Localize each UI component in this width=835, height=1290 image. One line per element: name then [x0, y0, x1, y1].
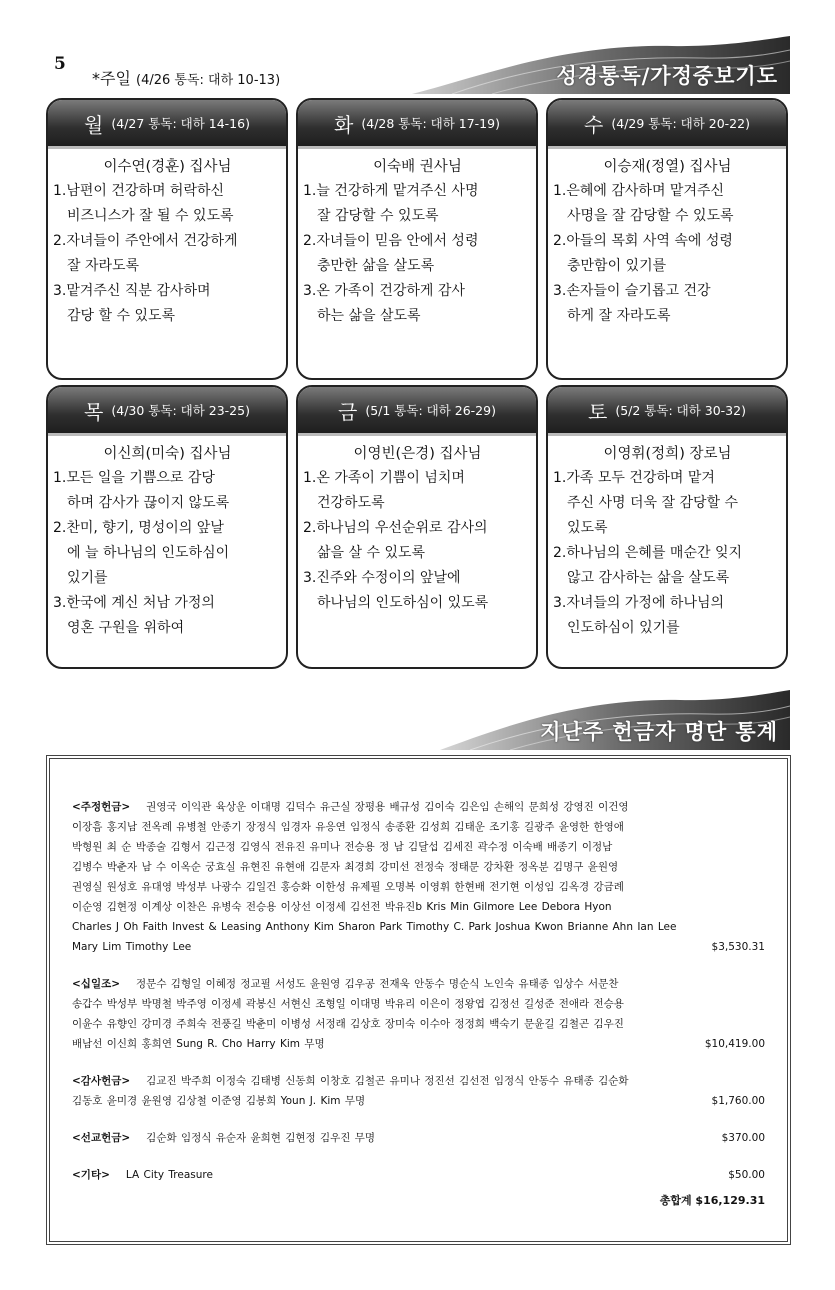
- offering-group-other: [72, 1165, 765, 1185]
- donor-names: 권영실 원성호 유대영 박성부 나광수 김일건 홍승화 이한성 유제필 오명복 이영휘 한현배 전기현 이성임 김옥경 강금례: [72, 881, 624, 893]
- offering-total: $370.00: [721, 1132, 765, 1144]
- prayer-card-thursday: [46, 385, 288, 669]
- card-reading: (4/30 통독: 대하 23-25): [111, 403, 250, 418]
- offering-total: $1,760.00: [711, 1095, 765, 1107]
- offering-label: <선교헌금>: [72, 1132, 131, 1144]
- card-header: [548, 387, 786, 433]
- sunday-reading-text: (4/26 통독: 대하 10-13): [136, 73, 281, 88]
- page-number: 5: [54, 54, 66, 74]
- prayer-item: 3.진주와 수정이의 앞날에 하나님의 인도하심이 있도록: [303, 570, 489, 611]
- prayer-card-monday: [46, 98, 288, 380]
- offering-statistics-box: [46, 755, 791, 1245]
- prayer-item: 3.손자들이 슬기롭고 건강 하게 잘 자라도록: [553, 283, 711, 324]
- offering-total: $50.00: [728, 1169, 765, 1181]
- donor-names: 배남선 이신희 홍희연 Sung R. Cho Harry Kim 무명: [72, 1038, 325, 1050]
- card-reading: (5/1 통독: 대하 26-29): [365, 403, 496, 418]
- prayer-item: 1.가족 모두 건강하며 맡겨 주신 사명 더욱 잘 감당할 수 있도록: [553, 470, 739, 536]
- prayer-item: 1.모든 일을 기쁨으로 감당 하며 감사가 끊이지 않도록: [53, 470, 230, 511]
- card-header: [48, 100, 286, 146]
- card-header: [298, 387, 536, 433]
- offering-label: <십일조>: [72, 978, 121, 990]
- card-header: [298, 100, 536, 146]
- sunday-reading: [92, 66, 280, 89]
- offering-group-weekly: [72, 797, 765, 957]
- banner-title-prayer: 성경통독/가정중보기도: [556, 63, 778, 88]
- card-day: 월: [84, 112, 104, 137]
- offering-label: <감사헌금>: [72, 1075, 131, 1087]
- donor-names: 권영국 이익관 육상운 이대명 김덕수 유근실 장평용 배규성 김이숙 김은임 손해익 문희성 강영진 이건영: [146, 801, 629, 813]
- card-reading: (4/28 통독: 대하 17-19): [361, 116, 500, 131]
- card-person-name: 이신희(미숙) 집사님: [103, 446, 232, 462]
- prayer-card-saturday: [546, 385, 788, 669]
- donor-names: Charles J Oh Faith Invest & Leasing Anthony Kim Sharon Park Timothy C. Park Joshua Kwon Brianne Ahn Ian Lee: [72, 921, 677, 933]
- donor-names: 박형원 최 순 박종술 김형서 김근정 김영식 전유진 유미나 전승용 정 남 김달섭 김세진 곽수정 이숙배 배종기 이정남: [72, 841, 613, 853]
- prayer-item: 1.남편이 건강하며 허락하신 비즈니스가 잘 될 수 있도록: [53, 183, 234, 224]
- prayer-item: 3.한국에 계신 처남 가정의 영혼 구원을 위하여: [53, 595, 215, 636]
- prayer-item: 2.하나님의 우선순위로 감사의 삶을 살 수 있도록: [303, 520, 488, 561]
- donor-names: 김동호 윤미경 윤원영 김상철 이준영 김봉희 Youn J. Kim 무명: [72, 1095, 366, 1107]
- prayer-item: 2.아들의 목회 사역 속에 성령 충만함이 있기를: [553, 233, 733, 274]
- section-banner-prayer: [412, 36, 790, 94]
- card-day: 목: [84, 399, 104, 424]
- prayer-item: 1.온 가족이 기쁨이 넘치며 건강하도록: [303, 470, 465, 511]
- donor-names: LA City Treasure: [125, 1169, 213, 1181]
- card-day: 수: [584, 112, 604, 137]
- prayer-card-friday: [296, 385, 538, 669]
- offering-label: <주정헌금>: [72, 801, 131, 813]
- card-person-name: 이숙배 권사님: [373, 159, 462, 175]
- donor-names: 이윤수 유향인 강미경 주희숙 전풍길 박춘미 이병성 서정래 김상호 장미숙 이수아 정정희 백숙기 문윤길 김철곤 김우진: [72, 1018, 624, 1030]
- donor-names: Mary Lim Timothy Lee: [72, 941, 192, 953]
- offering-total: $3,530.31: [711, 941, 765, 953]
- card-reading: (4/29 통독: 대하 20-22): [611, 116, 750, 131]
- banner-title-offering: 지난주 헌금자 명단 통계: [540, 719, 778, 744]
- offering-total: $10,419.00: [704, 1038, 765, 1050]
- card-header: [548, 100, 786, 146]
- prayer-card-wednesday: [546, 98, 788, 380]
- donor-names: 이순영 김현정 이계상 이찬은 유병숙 전승용 이상선 이정세 김선전 박유진b Kris Min Gilmore Lee Debora Hyon: [72, 901, 612, 913]
- prayer-item: 2.자녀들이 믿음 안에서 성령 충만한 삶을 살도록: [303, 233, 479, 274]
- card-day: 화: [334, 112, 354, 137]
- card-person-name: 이승재(정열) 집사님: [603, 159, 732, 175]
- donor-names: 이장흠 홍지남 전옥례 유병철 안종기 장정식 임경자 유응연 임정식 송종환 김성희 김태운 조기홍 길광주 윤영한 한영애: [72, 821, 624, 833]
- grand-total: 총합계 $16,129.31: [659, 1194, 765, 1207]
- donor-names: 김병수 박춘자 남 수 이옥순 궁효실 유현진 유현애 김문자 최경희 강미선 전정숙 정태문 강차환 정옥분 김명구 윤원영: [72, 861, 619, 873]
- offering-label: <기타>: [72, 1169, 110, 1181]
- card-header: [48, 387, 286, 433]
- prayer-item: 3.맡겨주신 직분 감사하며 감당 할 수 있도록: [53, 283, 211, 324]
- donor-names: 김순화 임정식 유순자 윤희현 김현정 김우진 무명: [146, 1132, 376, 1144]
- card-person-name: 이영휘(정희) 장로님: [603, 446, 732, 462]
- section-banner-offering: [440, 688, 790, 750]
- donor-names: 송갑수 박성부 박명철 박주영 이정세 곽봉신 서현신 조형일 이대명 박유리 이은이 정왕엽 김정선 길성준 전애라 전승용: [72, 998, 624, 1010]
- sunday-label: *주일: [92, 69, 131, 88]
- prayer-card-tuesday: [296, 98, 538, 380]
- prayer-item: 1.늘 건강하게 맡겨주신 사명 잘 감당할 수 있도록: [303, 183, 479, 224]
- card-reading: (5/2 통독: 대하 30-32): [615, 403, 746, 418]
- card-reading: (4/27 통독: 대하 14-16): [111, 116, 250, 131]
- prayer-item: 2.자녀들이 주안에서 건강하게 잘 자라도록: [53, 233, 238, 274]
- prayer-item: 1.은혜에 감사하며 맡겨주신 사명을 잘 감당할 수 있도록: [553, 183, 734, 224]
- card-day: 금: [338, 399, 358, 424]
- donor-names: 김교진 박주희 이정숙 김태병 신동희 이창호 김철곤 유미나 정진선 김선전 임정식 안동수 유태종 김순화: [146, 1075, 629, 1087]
- prayer-item: 2.찬미, 향기, 명성이의 앞날 에 늘 하나님의 인도하심이 있기를: [53, 520, 230, 586]
- card-day: 토: [588, 399, 608, 424]
- offering-group-tithe: [72, 974, 765, 1054]
- donor-names: 정문수 김형일 이혜정 정교필 서성도 윤원영 김우공 전재욱 안동수 명순식 노인숙 유태종 임상수 서문찬: [136, 978, 619, 990]
- card-person-name: 이수연(경훈) 집사님: [103, 159, 232, 175]
- card-person-name: 이영빈(은경) 집사님: [353, 446, 482, 462]
- offering-group-thanks: [72, 1071, 765, 1111]
- prayer-item: 3.자녀들의 가정에 하나님의 인도하심이 있기를: [553, 595, 725, 636]
- prayer-item: 3.온 가족이 건강하게 감사 하는 삶을 살도록: [303, 283, 465, 324]
- prayer-item: 2.하나님의 은혜를 매순간 잊지 않고 감사하는 삶을 살도록: [553, 545, 742, 586]
- offering-group-mission: [72, 1128, 765, 1148]
